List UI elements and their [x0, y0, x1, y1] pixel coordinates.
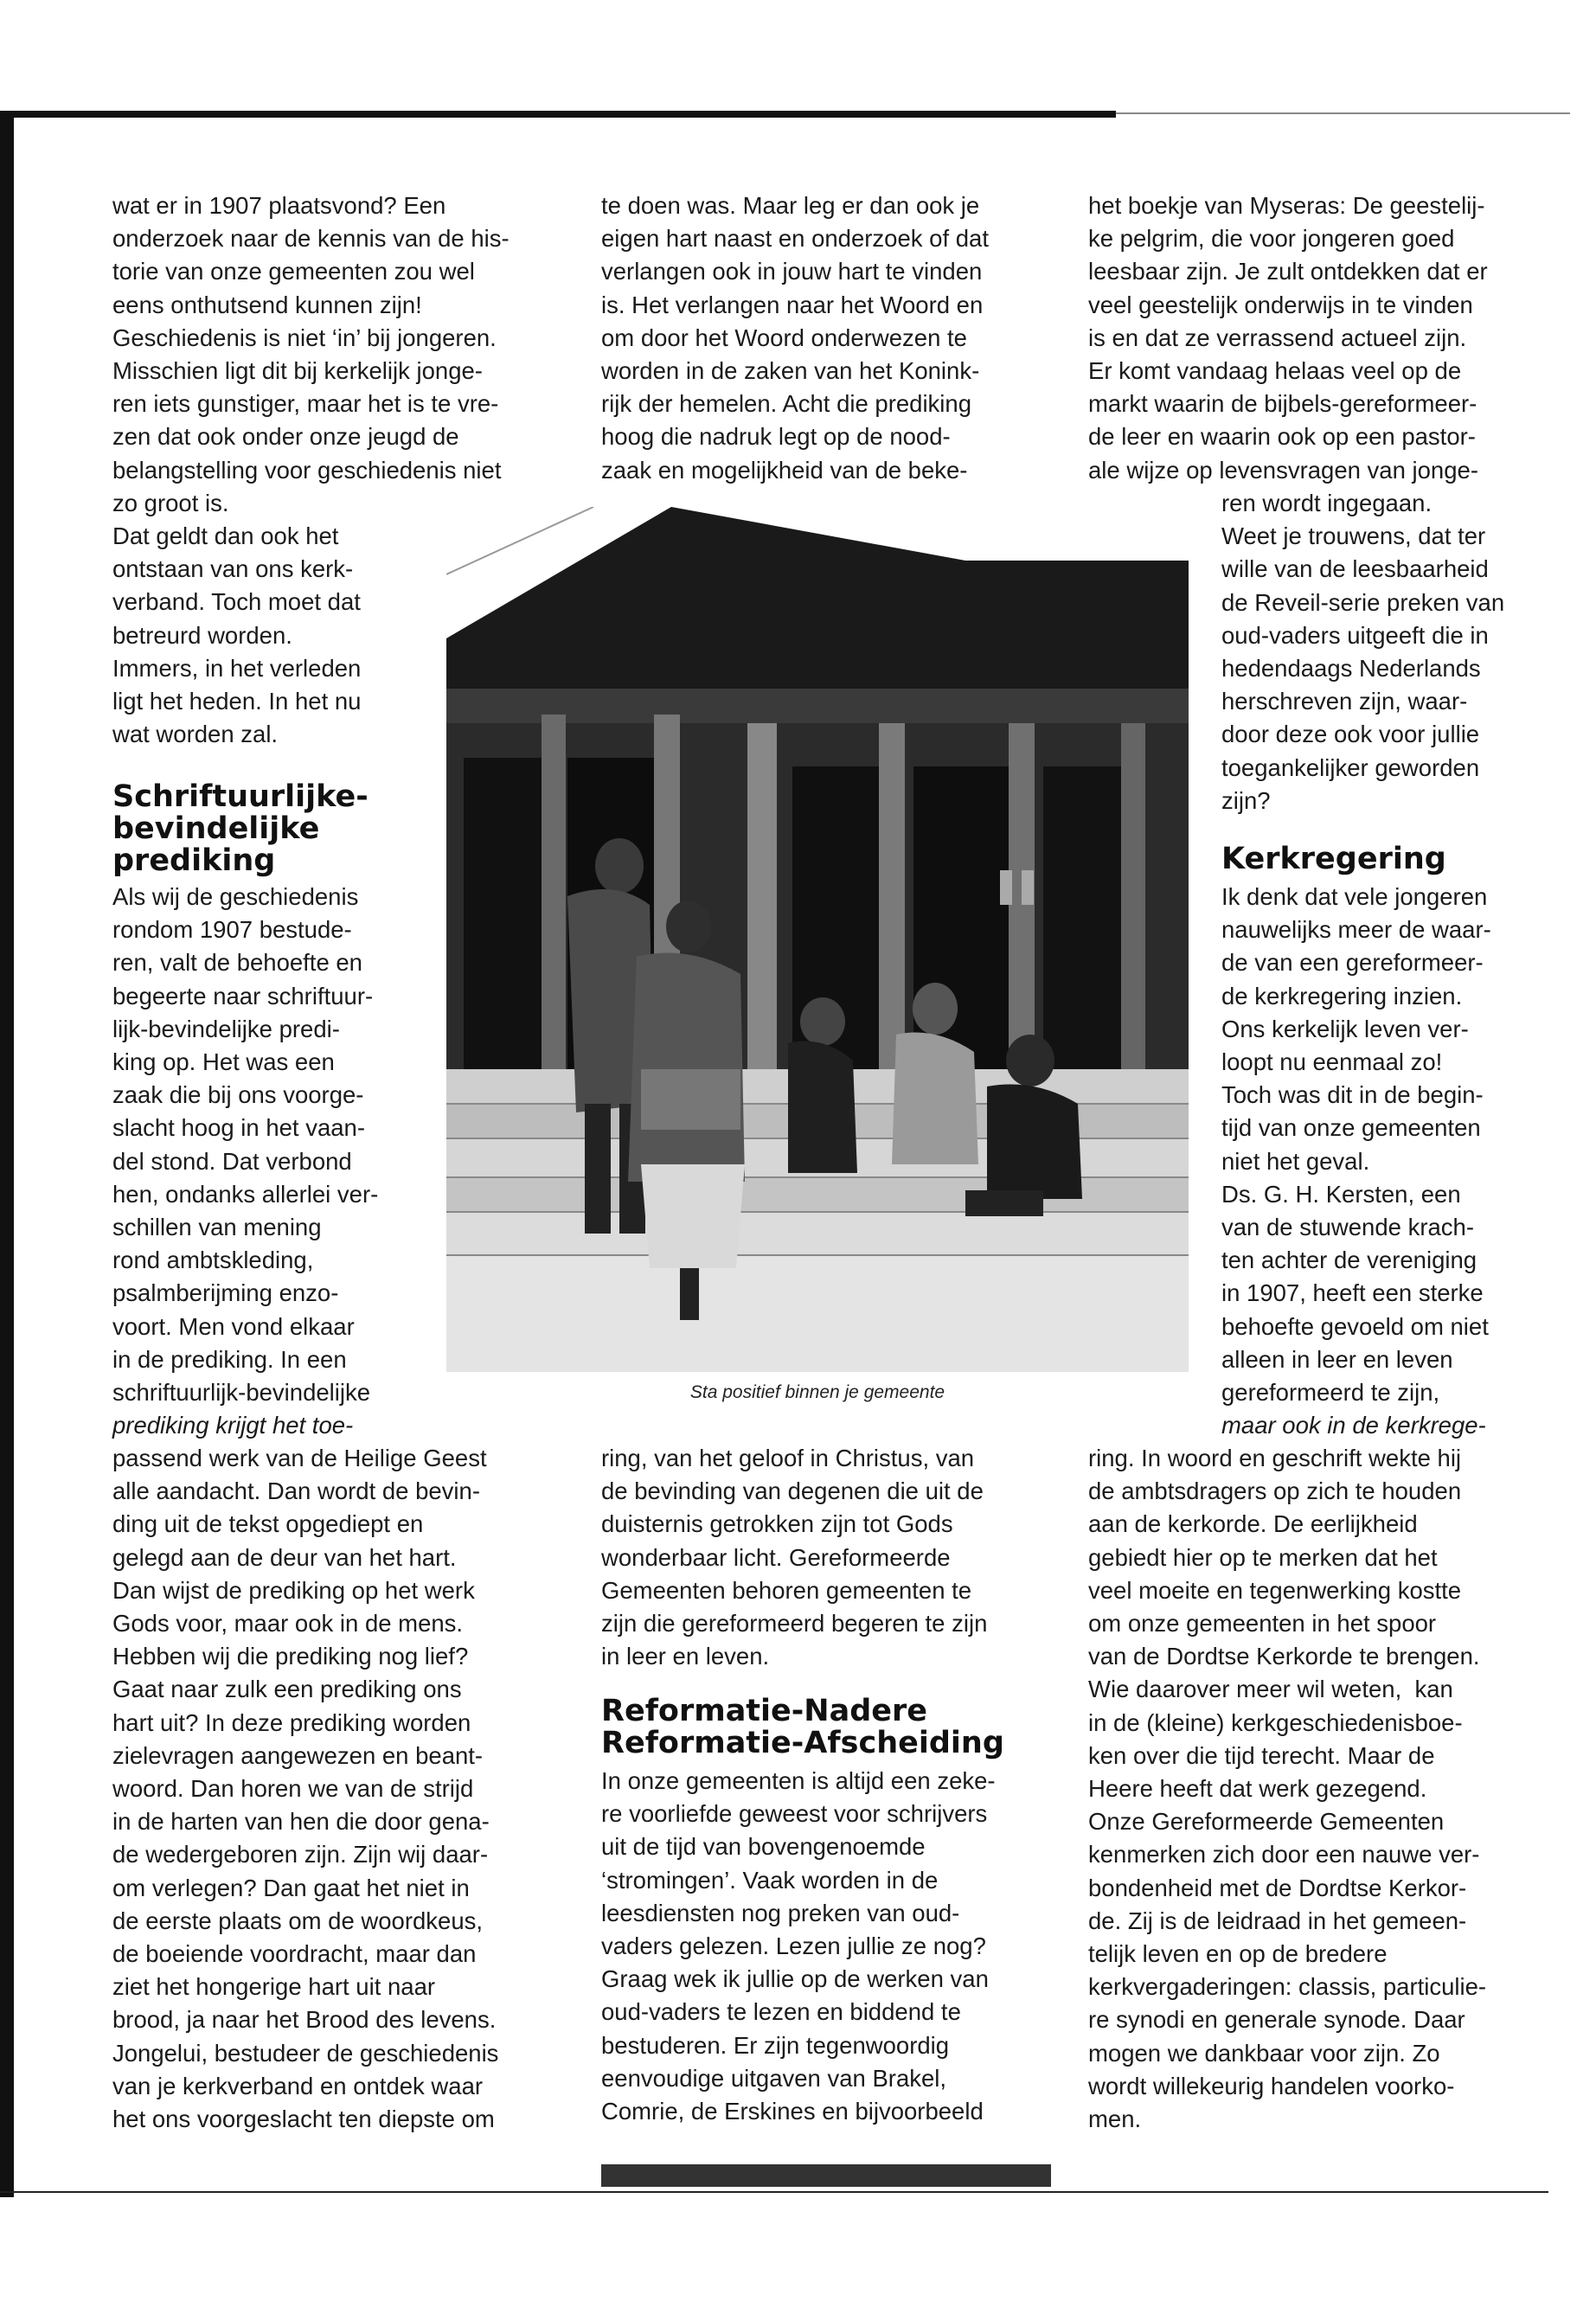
col3-paragraph-1: het boekje van Myseras: De geestelij- ke pelgrim, die voor jongeren goed leesbaar zijn. Je zult ontdekken dat er veel geestelijk onderwijs in te vinden is en dat ze verrassend actueel zijn. Er komt vandaag helaas veel op de markt waarin de bijbels-gereformeer- de leer en waarin ook op een pastor- ale wijze op levensvragen van jonge- [1088, 192, 1488, 484]
col1-paragraph-3-italic: prediking krijgt het toe- [112, 1412, 354, 1439]
col3-paragraph-2: ren wordt ingegaan. Weet je trouwens, dat ter wille van de leesbaarheid de Reveil-serie preken van oud-vaders uitgeeft die in hedendaags Nederlands herschreven zijn, waar- door deze ook voor jullie toegankelijker geworden zijn? [1221, 490, 1505, 814]
photo-youth-on-church-steps [446, 507, 1189, 1372]
col2-paragraph-2: ring, van het geloof in Christus, van de bevinding van degenen die uit de duisternis getrokken zijn tot Gods wonderbaar licht. Gereformeerde Gemeenten behoren gemeenten te zijn die gereformeerd begeren te zijn in leer en leven. [601, 1445, 988, 1670]
col1-heading: Schriftuurlijke- bevindelijke prediking [112, 779, 369, 878]
col1-paragraph-1: wat er in 1907 plaatsvond? Een onderzoek naar de kennis van de his- torie van onze gemeenten zou wel eens onthutsend kunnen zijn! Geschiedenis is niet ‘in’ bij jongeren. Misschien ligt dit bij kerkelijk jonge- ren iets gunstiger, maar het is te vre- zen dat ook onder onze jeugd de belangstelling voor geschiedenis niet zo groot is. [112, 192, 510, 516]
bottom-bar [601, 2164, 1051, 2187]
col3-heading: Kerkregering [1221, 842, 1446, 876]
col2-heading: Reformatie-Nadere Reformatie-Afscheiding [601, 1694, 1004, 1760]
left-scan-edge [0, 111, 14, 2197]
col3-paragraph-3-italic: maar ook in de kerkrege- [1221, 1412, 1486, 1439]
bottom-rule [0, 2191, 1548, 2193]
top-rule-faint [1116, 112, 1570, 114]
col3-paragraph-3: Ik denk dat vele jongeren nauwelijks meer de waar- de van een gereformeer- de kerkregering inzien. Ons kerkelijk leven ver- loopt nu eenmaal zo! Toch was dit in de begin- tijd van onze gemeenten niet het geval. Ds. G. H. Kersten, een van de stuwende krach- ten achter de vereniging in 1907, heeft een sterke behoefte gevoeld om niet alleen in leer en leven gereformeerd te zijn, [1221, 883, 1491, 1407]
top-rule [0, 111, 1116, 118]
col1-paragraph-3: Als wij de geschiedenis rondom 1907 bestude- ren, valt de behoefte en begeerte naar schriftuur- lijk-bevindelijke predi- king op. Het was een zaak die bij ons voorge- slacht hoog in het vaan- del stond. Dat verbond hen, ondanks allerlei ver- schillen van mening rond ambtskleding, psalmberijming enzo- voort. Men vond elkaar in de prediking. In een schriftuurlijk-bevindelijke [112, 883, 379, 1407]
col2-paragraph-3: In onze gemeenten is altijd een zeke- re voorliefde geweest voor schrijvers uit de tijd van bovengenoemde ‘stromingen’. Vaak worden in de leesdiensten nog preken van oud- vaders gelezen. Lezen jullie ze nog? Graag wek ik jullie op de werken van oud-vaders te lezen en biddend te bestuderen. Er zijn tegenwoordig eenvoudige uitgaven van Brakel, Comrie, de Erskines en bijvoorbeeld [601, 1767, 996, 2125]
col1-paragraph-4: passend werk van de Heilige Geest alle aandacht. Dan wordt de bevin- ding uit de tekst opgediept en gelegd aan de deur van het hart. Dan wijst de prediking op het werk Gods voor, maar ook in de mens. Hebben wij die prediking nog lief? Gaat naar zulk een prediking ons hart uit? In deze prediking worden zielevragen aangewezen en beant- woord. Dan horen we van de strijd in de harten van hen die door gena- de wedergeboren zijn. Zijn wij daar- om verlegen? Dan gaat het niet in de eerste plaats om de woordkeus, de boeiende voordracht, maar dan ziet het hongerige hart uit naar brood, ja naar het Brood des levens. Jongelui, bestudeer de geschiedenis van je kerkverband en ontdek waar het ons voorgeslacht ten diepste om [112, 1445, 499, 2133]
col2-paragraph-1: te doen was. Maar leg er dan ook je eigen hart naast en onderzoek of dat verlangen ook in jouw hart te vinden is. Het verlangen naar het Woord en om door het Woord onderwezen te worden in de zaken van het Konink- rijk der hemelen. Acht die prediking hoog die nadruk legt op de nood- zaak en mogelijkheid van de beke- [601, 192, 989, 484]
col1-paragraph-2: Dat geldt dan ook het ontstaan van ons kerk- verband. Toch moet dat betreurd worden. Immers, in het verleden ligt het heden. In het nu wat worden zal. [112, 522, 362, 748]
col3-paragraph-4: ring. In woord en geschrift wekte hij de ambtsdragers op zich te houden aan de kerkorde. De eerlijkheid gebiedt hier op te merken dat het veel moeite en tegenwerking kostte om onze gemeenten in het spoor van de Dordtse Kerkorde te brengen. Wie daarover meer wil weten, kan in de (kleine) kerkgeschiedenisboe- ken over die tijd terecht. Maar de Heere heeft dat werk gezegend. Onze Gereformeerde Gemeenten kenmerken zich door een nauwe ver- bondenheid met de Dordtse Kerkor- de. Zij is de leidraad in het gemeen- telijk leven en op de bredere kerkvergaderingen: classis, particulie- re synodi en generale synode. Daar mogen we dankbaar voor zijn. Zo wordt willekeurig handelen voorko- men. [1088, 1445, 1487, 2133]
photo-caption: Sta positief binnen je gemeente [689, 1382, 945, 1402]
